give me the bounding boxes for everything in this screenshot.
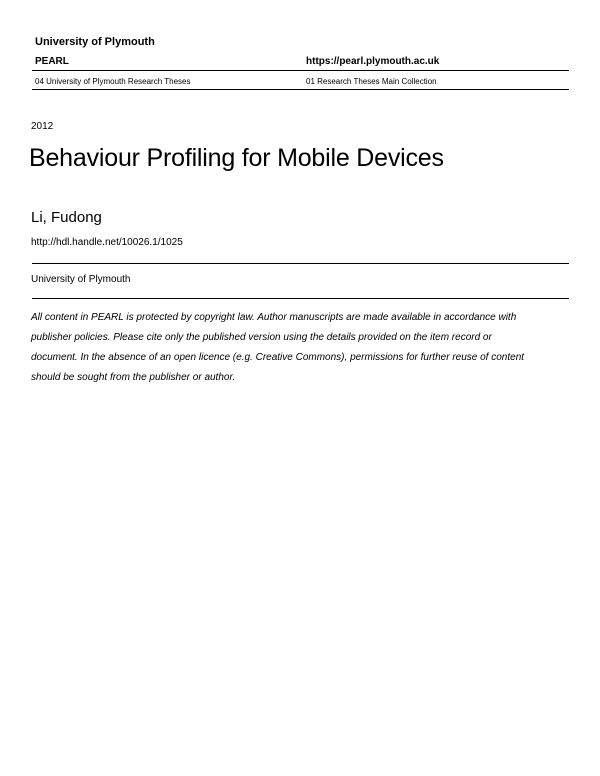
section-divider-2: [32, 298, 569, 299]
document-title: Behaviour Profiling for Mobile Devices: [29, 144, 444, 172]
author-name: Li, Fudong: [31, 209, 102, 226]
institution-name: University of Plymouth: [35, 36, 155, 48]
section-divider-1: [32, 263, 569, 264]
notice-line-2: publisher policies. Please cite only the published version using the details provided on the item record or: [31, 332, 492, 343]
notice-line-3: document. In the absence of an open licence (e.g. Creative Commons), permissions for further reuse of content: [31, 352, 525, 363]
notice-line-1: All content in PEARL is protected by copyright law. Author manuscripts are made available in accordance with: [31, 312, 517, 323]
copyright-notice: [31, 308, 571, 388]
repository-url[interactable]: https://pearl.plymouth.ac.uk: [306, 56, 440, 67]
collection-left[interactable]: 04 University of Plymouth Research Theses: [35, 77, 191, 86]
collection-right[interactable]: 01 Research Theses Main Collection: [306, 77, 437, 86]
repository-name: PEARL: [35, 56, 69, 67]
header-divider-top: [32, 70, 569, 71]
affiliation: University of Plymouth: [31, 274, 131, 285]
header-divider-bottom: [32, 89, 569, 90]
notice-line-4: should be sought from the publisher or author.: [31, 372, 236, 383]
handle-link[interactable]: http://hdl.handle.net/10026.1/1025: [31, 237, 183, 248]
publication-year: 2012: [31, 121, 54, 132]
